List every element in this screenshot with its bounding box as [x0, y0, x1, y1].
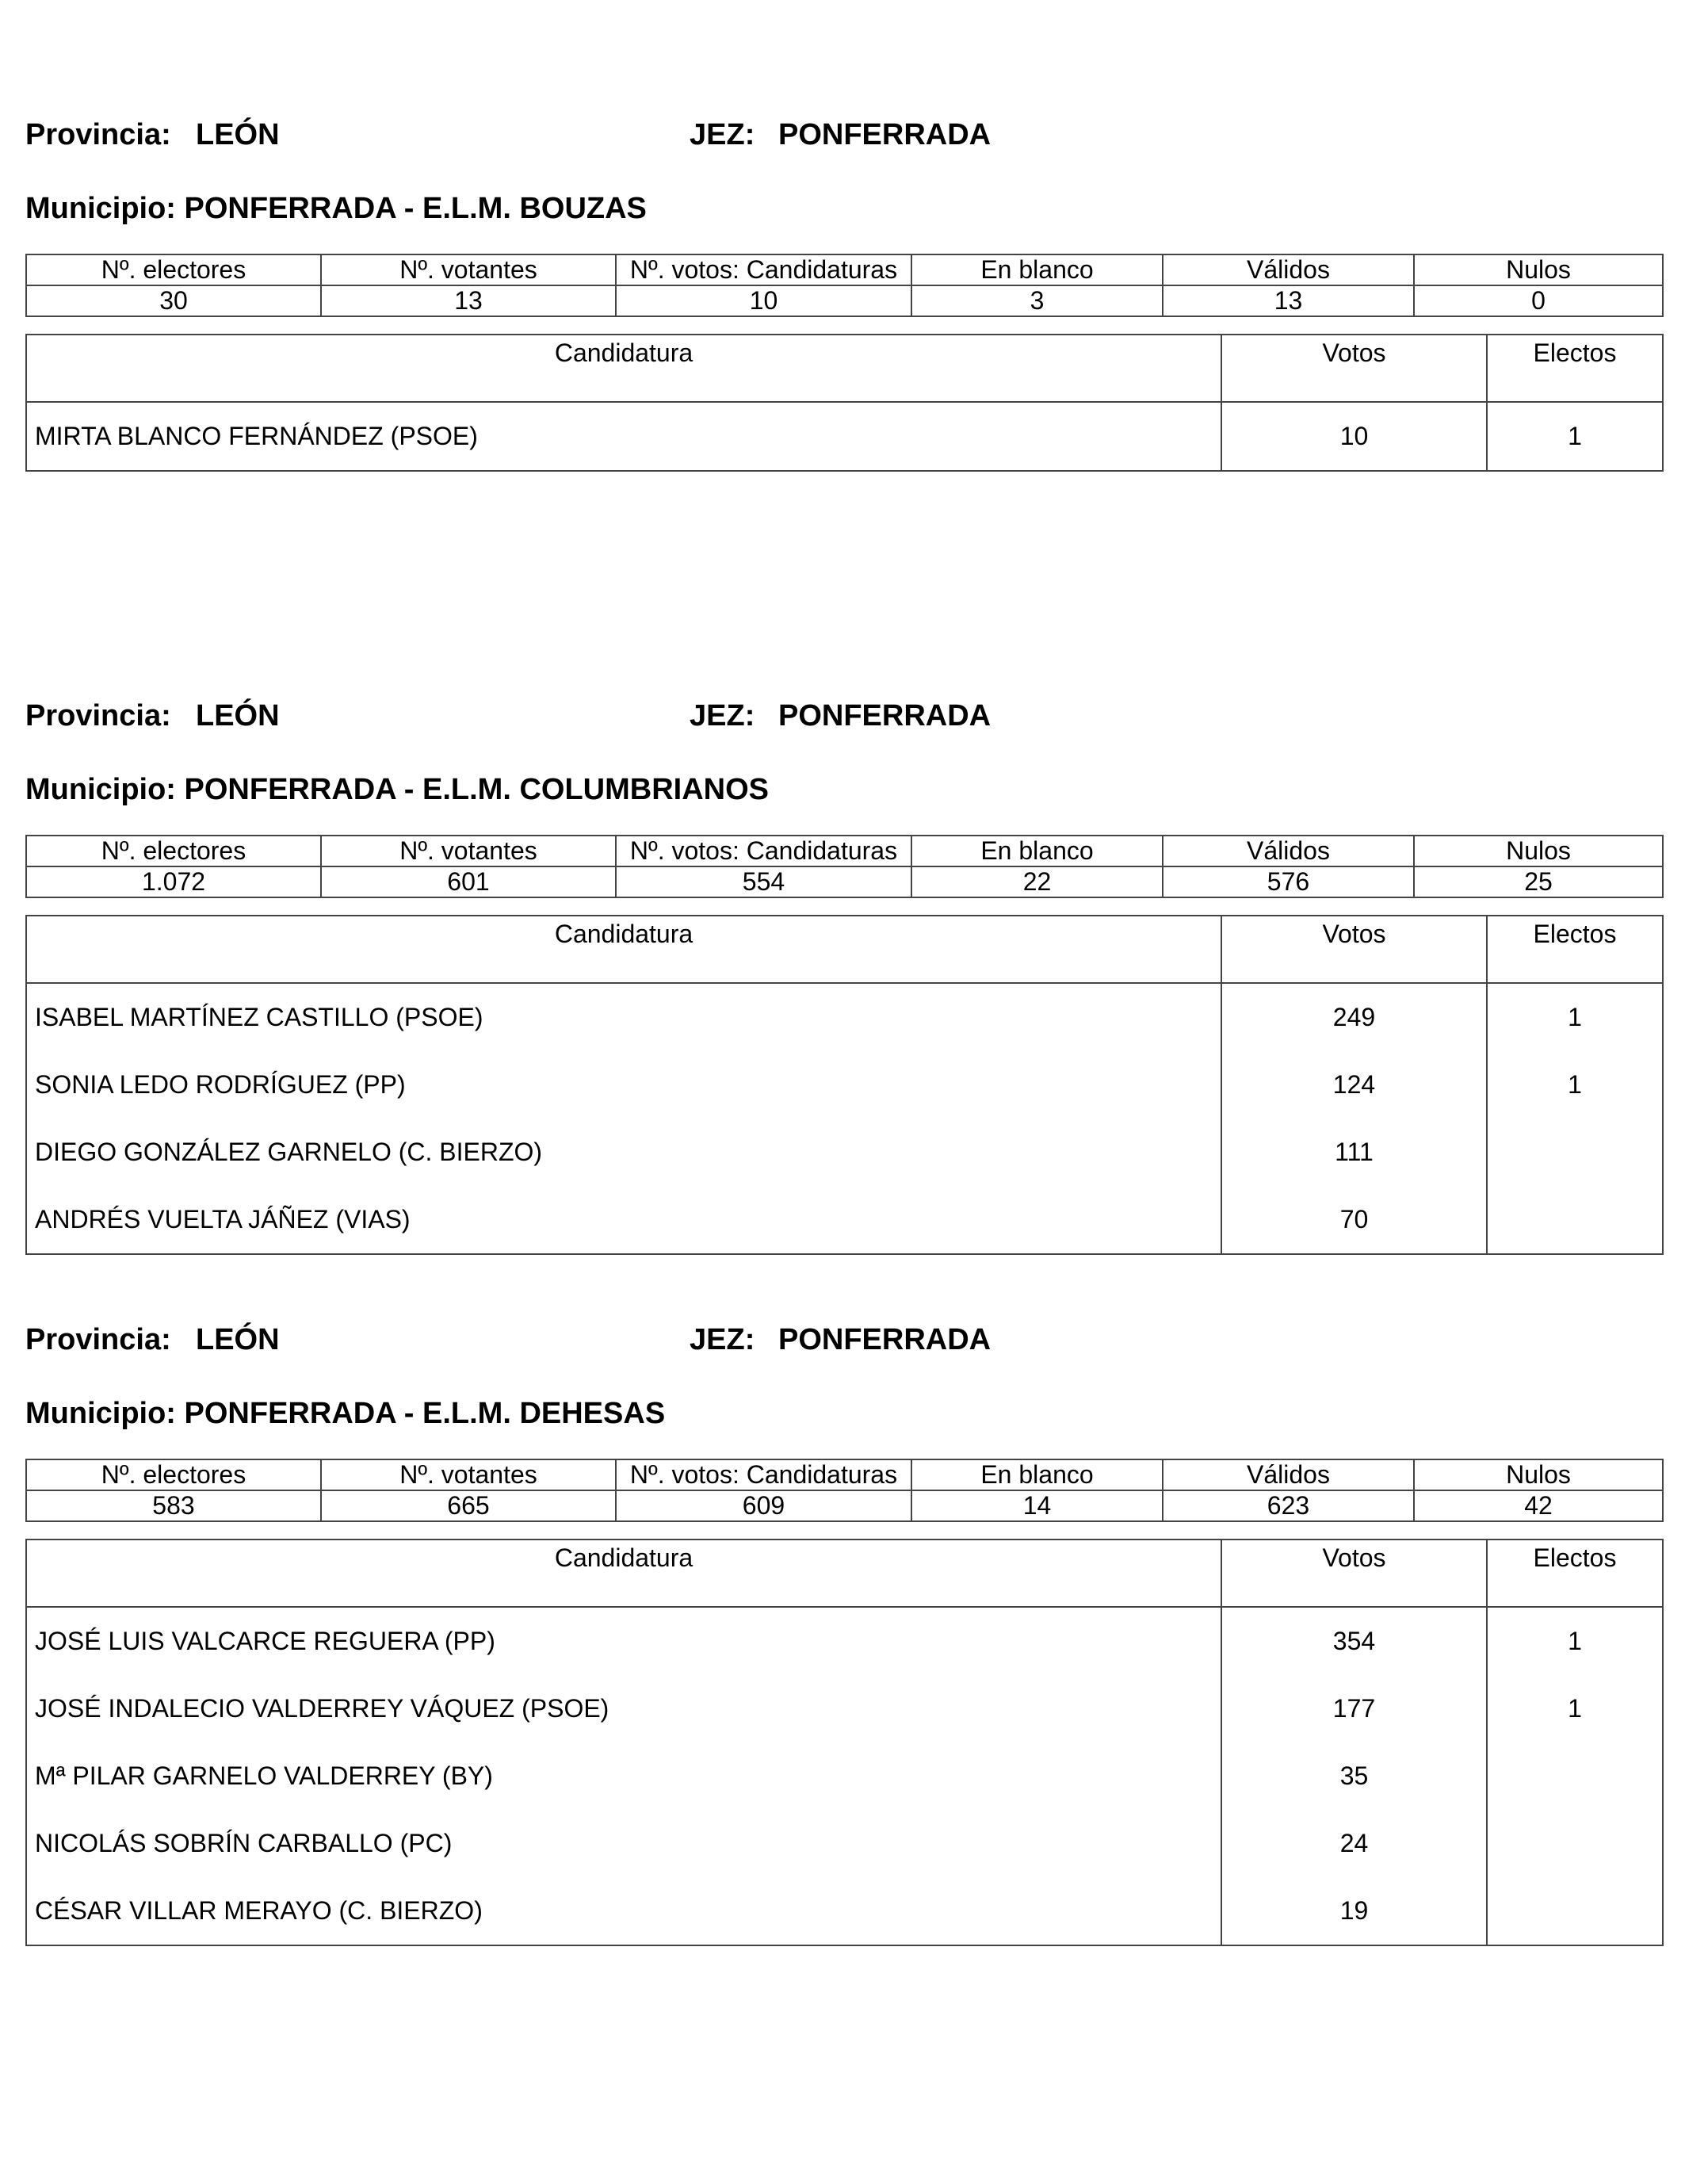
candidate-votos: 249 — [1221, 983, 1487, 1051]
candidate-votos: 111 — [1221, 1119, 1487, 1186]
stats-header-cell: Nº. votantes — [321, 254, 616, 285]
municipio-label: Municipio: — [25, 192, 176, 225]
candidate-row — [26, 1675, 1663, 1742]
stats-value-cell: 42 — [1414, 1490, 1663, 1521]
stats-header-cell: Nº. votantes — [321, 836, 616, 866]
candidate-name: NICOLÁS SOBRÍN CARBALLO (PC) — [26, 1810, 1221, 1877]
stats-header-cell: Válidos — [1163, 1459, 1414, 1490]
stats-value-row — [26, 1490, 1663, 1521]
stats-header-cell: Nulos — [1414, 836, 1663, 866]
municipio-row — [25, 770, 769, 809]
stats-table — [25, 1459, 1664, 1522]
candidate-electos — [1487, 1877, 1663, 1945]
stats-value-cell: 623 — [1163, 1490, 1414, 1521]
electos-header: Electos — [1487, 1540, 1663, 1607]
stats-value-cell: 583 — [26, 1490, 321, 1521]
provincia-value: LEÓN — [196, 118, 280, 151]
candidate-electos — [1487, 1810, 1663, 1877]
candidate-row — [26, 1742, 1663, 1810]
jez-group — [690, 1320, 991, 1360]
candidates-header-row — [26, 335, 1663, 402]
candidate-electos — [1487, 1186, 1663, 1254]
municipio-row — [25, 189, 647, 228]
stats-value-cell: 601 — [321, 866, 616, 897]
candidate-name: Mª PILAR GARNELO VALDERREY (BY) — [26, 1742, 1221, 1810]
candidate-name: MIRTA BLANCO FERNÁNDEZ (PSOE) — [26, 402, 1221, 471]
stats-header-cell: Nº. votos: Candidaturas — [616, 254, 911, 285]
candidate-electos — [1487, 1742, 1663, 1810]
municipio-value: PONFERRADA - E.L.M. COLUMBRIANOS — [184, 773, 769, 806]
candidate-votos: 70 — [1221, 1186, 1487, 1254]
candidate-row — [26, 1119, 1663, 1186]
stats-value-cell: 1.072 — [26, 866, 321, 897]
candidate-electos: 1 — [1487, 983, 1663, 1051]
stats-header-row — [26, 1459, 1663, 1490]
jez-label: JEZ: — [690, 699, 755, 732]
candidate-row — [26, 1051, 1663, 1119]
stats-table — [25, 254, 1664, 317]
stats-value-row — [26, 285, 1663, 316]
stats-value-cell: 3 — [911, 285, 1163, 316]
candidates-table — [25, 334, 1664, 472]
stats-header-cell: Nº. votantes — [321, 1459, 616, 1490]
candidate-votos: 354 — [1221, 1607, 1487, 1675]
provincia-value: LEÓN — [196, 699, 280, 732]
candidate-name: CÉSAR VILLAR MERAYO (C. BIERZO) — [26, 1877, 1221, 1945]
candidate-votos: 10 — [1221, 402, 1487, 471]
stats-value-cell: 30 — [26, 285, 321, 316]
jez-group — [690, 115, 991, 155]
stats-value-row — [26, 866, 1663, 897]
stats-header-row — [26, 836, 1663, 866]
stats-value-cell: 0 — [1414, 285, 1663, 316]
candidate-votos: 124 — [1221, 1051, 1487, 1119]
stats-value-cell: 554 — [616, 866, 911, 897]
stats-header-cell: Nº. electores — [26, 836, 321, 866]
stats-value-cell: 10 — [616, 285, 911, 316]
stats-table — [25, 835, 1664, 898]
provincia-row — [25, 1320, 992, 1360]
candidate-electos: 1 — [1487, 402, 1663, 471]
stats-header-cell: En blanco — [911, 836, 1163, 866]
candidate-name: DIEGO GONZÁLEZ GARNELO (C. BIERZO) — [26, 1119, 1221, 1186]
stats-header-row — [26, 254, 1663, 285]
candidate-name: JOSÉ INDALECIO VALDERREY VÁQUEZ (PSOE) — [26, 1675, 1221, 1742]
candidates-header-row — [26, 916, 1663, 983]
votos-header: Votos — [1221, 335, 1487, 402]
candidate-row — [26, 1186, 1663, 1254]
municipio-value: PONFERRADA - E.L.M. DEHESAS — [184, 1397, 666, 1430]
stats-value-cell: 665 — [321, 1490, 616, 1521]
stats-header-cell: Nº. votos: Candidaturas — [616, 1459, 911, 1490]
candidate-name: SONIA LEDO RODRÍGUEZ (PP) — [26, 1051, 1221, 1119]
municipio-value: PONFERRADA - E.L.M. BOUZAS — [184, 192, 647, 225]
candidate-name: JOSÉ LUIS VALCARCE REGUERA (PP) — [26, 1607, 1221, 1675]
candidate-electos: 1 — [1487, 1607, 1663, 1675]
candidate-row — [26, 1877, 1663, 1945]
provincia-label: Provincia: — [25, 1323, 171, 1356]
jez-label: JEZ: — [690, 1323, 755, 1356]
candidate-name: ANDRÉS VUELTA JÁÑEZ (VIAS) — [26, 1186, 1221, 1254]
stats-value-cell: 22 — [911, 866, 1163, 897]
provincia-row — [25, 696, 992, 736]
municipio-label: Municipio: — [25, 1397, 176, 1430]
jez-value: PONFERRADA — [778, 1323, 992, 1356]
stats-value-cell: 14 — [911, 1490, 1163, 1521]
candidatura-header: Candidatura — [26, 1540, 1221, 1607]
candidatura-header: Candidatura — [26, 916, 1221, 983]
stats-value-cell: 25 — [1414, 866, 1663, 897]
stats-value-cell: 609 — [616, 1490, 911, 1521]
candidate-electos: 1 — [1487, 1675, 1663, 1742]
candidate-votos: 24 — [1221, 1810, 1487, 1877]
candidate-row — [26, 402, 1663, 471]
candidates-table — [25, 915, 1664, 1255]
electos-header: Electos — [1487, 916, 1663, 983]
stats-header-cell: En blanco — [911, 1459, 1163, 1490]
stats-header-cell: Nº. votos: Candidaturas — [616, 836, 911, 866]
stats-value-cell: 576 — [1163, 866, 1414, 897]
provincia-value: LEÓN — [196, 1323, 280, 1356]
provincia-label: Provincia: — [25, 699, 171, 732]
candidate-votos: 177 — [1221, 1675, 1487, 1742]
stats-header-cell: Nº. electores — [26, 254, 321, 285]
stats-header-cell: Nulos — [1414, 1459, 1663, 1490]
provincia-row — [25, 115, 992, 155]
candidate-name: ISABEL MARTÍNEZ CASTILLO (PSOE) — [26, 983, 1221, 1051]
stats-header-cell: Nulos — [1414, 254, 1663, 285]
candidatura-header: Candidatura — [26, 335, 1221, 402]
municipio-label: Municipio: — [25, 773, 176, 806]
candidate-row — [26, 1810, 1663, 1877]
candidate-row — [26, 983, 1663, 1051]
stats-header-cell: Válidos — [1163, 836, 1414, 866]
jez-value: PONFERRADA — [778, 118, 992, 151]
stats-value-cell: 13 — [321, 285, 616, 316]
jez-label: JEZ: — [690, 118, 755, 151]
candidate-votos: 35 — [1221, 1742, 1487, 1810]
candidates-header-row — [26, 1540, 1663, 1607]
candidate-electos: 1 — [1487, 1051, 1663, 1119]
electos-header: Electos — [1487, 335, 1663, 402]
candidate-electos — [1487, 1119, 1663, 1186]
jez-value: PONFERRADA — [778, 699, 992, 732]
votos-header: Votos — [1221, 1540, 1487, 1607]
candidate-votos: 19 — [1221, 1877, 1487, 1945]
stats-header-cell: Válidos — [1163, 254, 1414, 285]
municipio-row — [25, 1394, 665, 1433]
stats-header-cell: Nº. electores — [26, 1459, 321, 1490]
jez-group — [690, 696, 991, 736]
stats-value-cell: 13 — [1163, 285, 1414, 316]
provincia-label: Provincia: — [25, 118, 171, 151]
candidates-table — [25, 1539, 1664, 1946]
stats-header-cell: En blanco — [911, 254, 1163, 285]
candidate-row — [26, 1607, 1663, 1675]
votos-header: Votos — [1221, 916, 1487, 983]
